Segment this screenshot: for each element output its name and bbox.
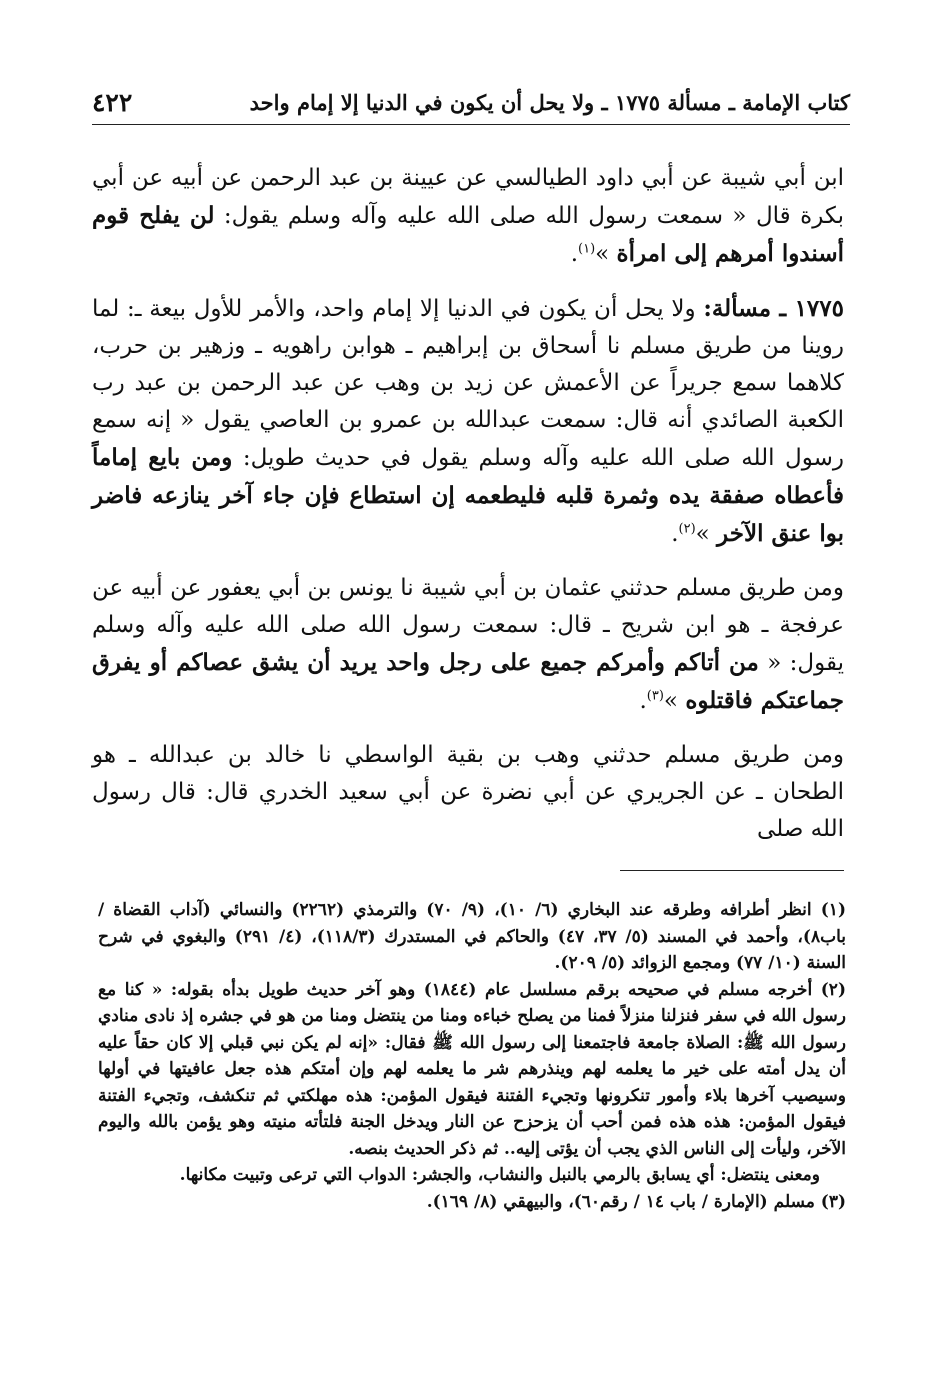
- hadith-text-2: ومن بايع إماماً فأعطاه صفقة يده وثمرة قلبه فليطعمه إن استطاع فإن جاء آخر ينازعه فاضر بوا عنق الآخر: [92, 444, 844, 547]
- footnote-2-note: ومعنى ينتضل: أي يسابق بالرمي بالنبل والنشاب، والجشر: الدواب التي ترعى وتبيت مكانها.: [179, 1165, 820, 1185]
- footnote-ref-1[interactable]: (١): [578, 241, 596, 257]
- footnote-ref-3[interactable]: (٣): [646, 688, 664, 704]
- footnote-2: (٢) أخرجه مسلم في صحيحه برقم مسلسل عام (١٨٤٤) وهو آخر حديث طويل بدأه بقوله: « كنا مع رسول الله في سفر فنزلنا منزلاً فمنا من يصلح خباءه ومنا من ينتضل ومنا من هو في جشره إذ نادى منادي رسول الله ﷺ: الصلاة جامعة فاجتمعنا إلى رسول الله ﷺ فقال: «إنه لم يكن نبي قبلي إلا كان حقاً عليه أن يدل أمته على خير ما يعلمه لهم وينذرهم شر ما يعلمه لهم وإن أمتكم هذه جعل عافيتها في أولها وسيصيب آخرها بلاء وأمور تنكرونها وتجيء الفتنة فيقول المؤمن: هذه مهلكتي ثم تنكشف، وتجيء الفتنة فيقول المؤمن: هذه هذه فمن أحب أن يزحزح عن النار ويدخل الجنة فلتأته منيته وهو يؤمن بالله واليوم الآخر، وليأت إلى الناس الذي يجب أن يؤتى إليه.. ثم ذكر الحديث بنصه.: [98, 979, 846, 1159]
- paragraph-4-text: ومن طريق مسلم حدثني وهب بن بقية الواسطي نا خالد بن عبدالله ـ هو الطحان ـ عن الجريري عن أبي نضرة عن أبي سعيد الخدري قال: قال رسول الله صلى: [92, 742, 844, 842]
- hadith-text-3: من أتاكم وأمركم جميع على رجل واحد يريد أن يشق عصاكم أو يفرق جماعتكم فاقتلوه: [92, 649, 844, 714]
- period-3: .: [639, 688, 647, 714]
- page-header: [92, 80, 850, 125]
- footnote-3: (٣) مسلم (الإمارة / باب ١٤ / رقم٦٠)، والبيهقي (٨/ ١٦٩).: [426, 1191, 846, 1212]
- paragraph-2-text: ولا يحل أن يكون في الدنيا إلا إمام واحد، والأمر للأول بيعة ـ: لما روينا من طريق مسلم نا أسحاق بن إبراهيم ـ هوابن راهويه ـ وزهير بن حرب، كلاهما سمع جريراً عن الأعمش عن زيد بن وهب عن عبد الرحمن بن عبد رب الكعبة الصائدي أنه قال: سمعت عبدالله بن عمرو بن العاصي يقول « إنه سمع رسول الله صلى الله عليه وآله وسلم يقول في حديث طويل:: [92, 296, 845, 471]
- paragraph-3-text: ومن طريق مسلم حدثني عثمان بن أبي شيبة نا يونس بن أبي يعفور عن أبيه عن عرفجة ـ هو ابن شريح ـ قال: سمعت رسول الله صلى الله عليه وآله وسلم يقول: «: [92, 575, 845, 676]
- paragraph-3: [92, 570, 844, 720]
- issue-heading: ١٧٧٥ ـ مسألة:: [703, 295, 844, 322]
- quote-close-2: »: [695, 521, 710, 547]
- hadith-text-1: لن يفلح قوم أسندوا أمرهم إلى امرأة: [92, 202, 844, 267]
- paragraph-1: [92, 160, 844, 273]
- footnote-separator: [620, 870, 844, 871]
- paragraph-1-text: ابن أبي شيبة عن أبي داود الطيالسي عن عيينة بن عبد الرحمن عن أبيه عن أبي بكرة قال « سمعت رسول الله صلى الله عليه وآله وسلم يقول:: [92, 165, 844, 229]
- paragraph-2: [92, 290, 844, 553]
- quote-close-1: »: [595, 241, 610, 267]
- footnotes: [98, 897, 846, 1215]
- quote-close-3: »: [663, 688, 678, 714]
- period-1: .: [570, 241, 579, 267]
- footnote-1: (١) انظر أطرافه وطرقه عند البخاري (٦/ ١٠)، (٩/ ٧٠) والترمذي (٢٢٦٢) والنسائي (آداب القضاة / باب٨)، وأحمد في المسند (٥/ ٣٧، ٤٧) والحاكم في المستدرك (١١٨/٣)، (٤/ ٢٩١) والبغوي في شرح السنة (١٠/ ٧٧) ومجمع الزوائد (٥/ ٢٠٩).: [98, 900, 846, 973]
- period-2: .: [671, 521, 679, 547]
- page-number: ٤٢٢: [92, 87, 133, 117]
- paragraph-4: [92, 737, 844, 848]
- footnote-ref-2[interactable]: (٢): [678, 521, 696, 537]
- main-text: [92, 160, 844, 865]
- running-title: كتاب الإمامة ـ مسألة ١٧٧٥ ـ ولا يحل أن يكون في الدنيا إلا إمام واحد: [249, 89, 850, 115]
